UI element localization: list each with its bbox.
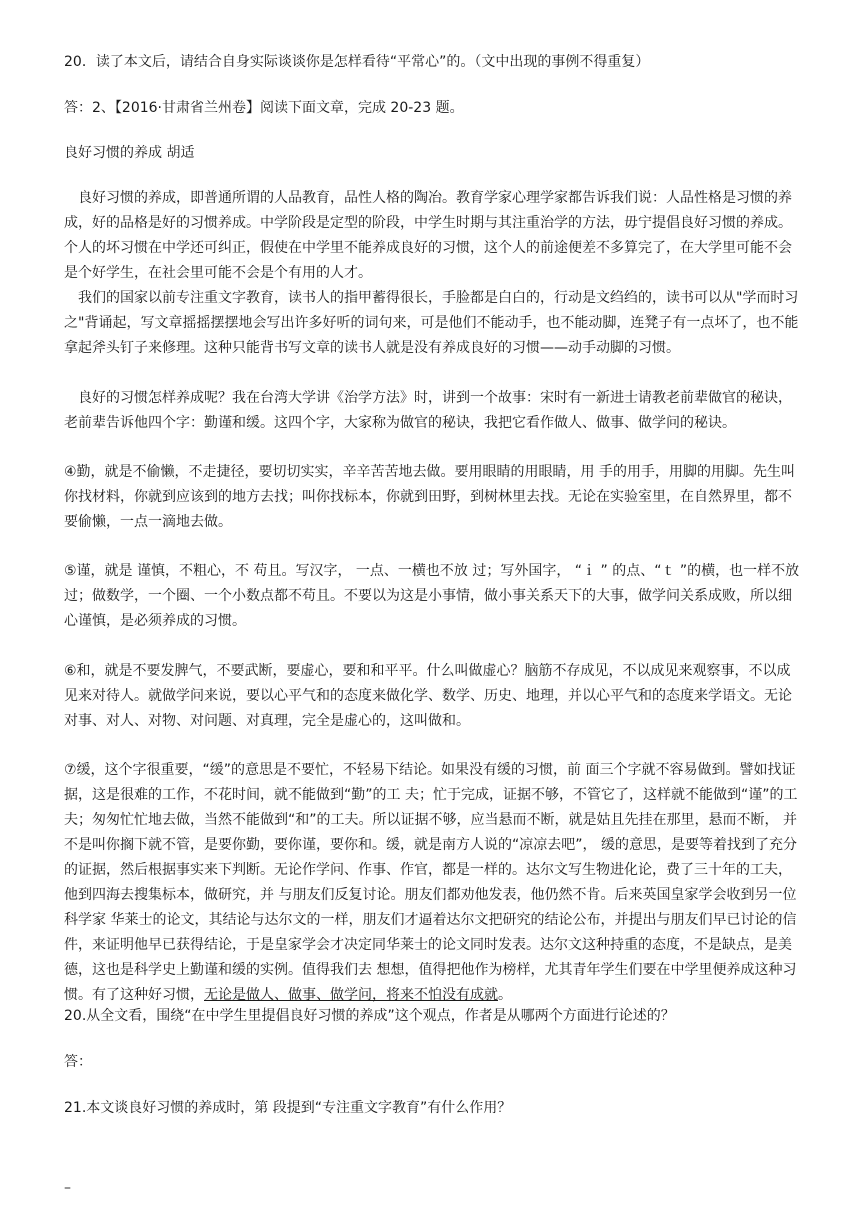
question-20: 20.从全文看，围绕“在中学生里提倡良好习惯的养成”这个观点，作者是从哪两个方面进行论述的？ — [64, 1008, 675, 1024]
paragraph-2: 我们的国家以前专注重文字教育，读书人的指甲蓄得很长，手脸都是白白的，行动是文绉绉的，读书可以从"学而时习之"背诵起，写文章摇摇摆摆地会写出许多好听的词句来，可是他们不能动手，也不能动脚，连凳子有一点坏了，也不能拿起斧头钉子来修理。这种只能背书写文章的读书人就是没有养成良好的习惯——动手动脚的习惯。 — [64, 290, 799, 356]
question-20-top: 20．读了本文后，请结合自身实际谈谈你是怎样看待“平常心”的。（文中出现的事例不得重复） — [64, 54, 650, 70]
article-title: 良好习惯的养成 胡适 — [64, 145, 195, 161]
question-21: 21.本文谈良好习惯的养成时，第 段提到“专注重文字教育”有什么作用？ — [64, 1100, 512, 1116]
paragraph-1: 良好习惯的养成，即普通所谓的人品教育，品性人格的陶冶。教育学家心理学家都告诉我们说：人品性格是习惯的养成，好的品格是好的习惯养成。中学阶段是定型的阶段，中学生时期与其注重治学的方法，毋宁提倡良好习惯的养成。 个人的坏习惯在中学还可纠正，假使在中学里不能养成良好的习惯，这个人的前途便差不多算完了，在大学里可能不会是个好学生，在社会里可能不会是个有用的人才。 — [64, 190, 792, 281]
paragraph-5: ⑤谨，就是 谨慎，不粗心，不 苟且。写汉字， 一点、一横也不放 过；写外国字， “ｉ ” 的点、“ｔ ”的横，也一样不放过；做数学，一个圈、一个小数点都不苟且。不要以为这是小事情，做小事关系天下的大事，做学问关系成败，所以细心谨慎，是必须养成的习惯。 — [64, 563, 800, 629]
paragraph-3: 良好的习惯怎样养成呢？我在台湾大学讲《治学方法》时，讲到一个故事：宋时有一新进士请教老前辈做官的秘诀，老前辈告诉他四个字：勤谨和缓。这四个字，大家称为做官的秘诀，我把它看作做人、做事、做学问的秘诀。 — [64, 390, 792, 431]
paragraph-7-main: ⑦缓，这个字很重要，“缓”的意思是不要忙，不轻易下结论。如果没有缓的习惯，前 面三个字就不容易做到。譬如找证据，这是很难的工作，不花时间，就不能做到“勤”的工 夫；忙于完成，证据不够，不管它了，这样就不能做到“谨”的工夫；匆匆忙忙地去做，当然不能做到“和”的工夫。所以证据不够，应当悬而不断，就是姑且先挂在那里，悬而不断， 并不是叫你搁下就不管，是要你勤，要你谨，要你和。缓，就是南方人说的“凉凉去吧”， 缓的意思，是要等着找到了充分的证据，然后根据事实来下判断。无论作学问、作事、作官，都是一样的。达尔文写生物进化论，费了三十年的工夫，他到四海去搜集标本，做研究，并 与朋友们反复讨论。朋友们都劝他发表，他仍然不肯。后来英国皇家学会收到另一位科学家 华莱士的论文，其结论与达尔文的一样，朋友们才逼着达尔文把研究的结论公布，并提出与朋友们早已讨论的信件，来证明他早已获得结论，于是皇家学会才决定同华莱士的论文同时发表。达尔文这种持重的态度，不是缺点，是美德，这也是科学史上勤谨和缓的实例。值得我们去 想想，值得把他作为榜样，尤其青年学生们要在中学里便养成这种习惯。有了这种好习惯， — [64, 762, 798, 1003]
paragraph-7 — [64, 758, 800, 1008]
paragraph-6: ⑥和，就是不要发脾气，不要武断，要虚心，要和和平平。什么叫做虚心？脑筋不存成见，不以成见来观察事，不以成见来对待人。就做学问来说，要以心平气和的态度来做化学、数学、历史、地理，并以心平气和的态度来学语文。无论对事、对人、对物、对问题、对真理，完全是虚心的，这叫做和。 — [64, 663, 792, 729]
answer-intro: 答：2、【2016·甘肃省兰州卷】阅读下面文章，完成 20-23 题。 — [64, 100, 464, 116]
answer-label: 答： — [64, 1054, 92, 1070]
footer-mark: – — [64, 1180, 71, 1196]
paragraph-7-underlined: 无论是做人、做事、做学问，将来不怕没有成就 — [204, 987, 498, 1003]
paragraph-4: ④勤，就是不偷懒，不走捷径，要切切实实，辛辛苦苦地去做。要用眼睛的用眼睛，用 手的用手，用脚的用脚。先生叫你找材料，你就到应该到的地方去找；叫你找标本，你就到田野，到树林里去找。无论在实验室里，在自然界里，都不要偷懒，一点一滴地去做。 — [64, 464, 795, 530]
paragraph-7-end: 。 — [498, 987, 512, 1003]
